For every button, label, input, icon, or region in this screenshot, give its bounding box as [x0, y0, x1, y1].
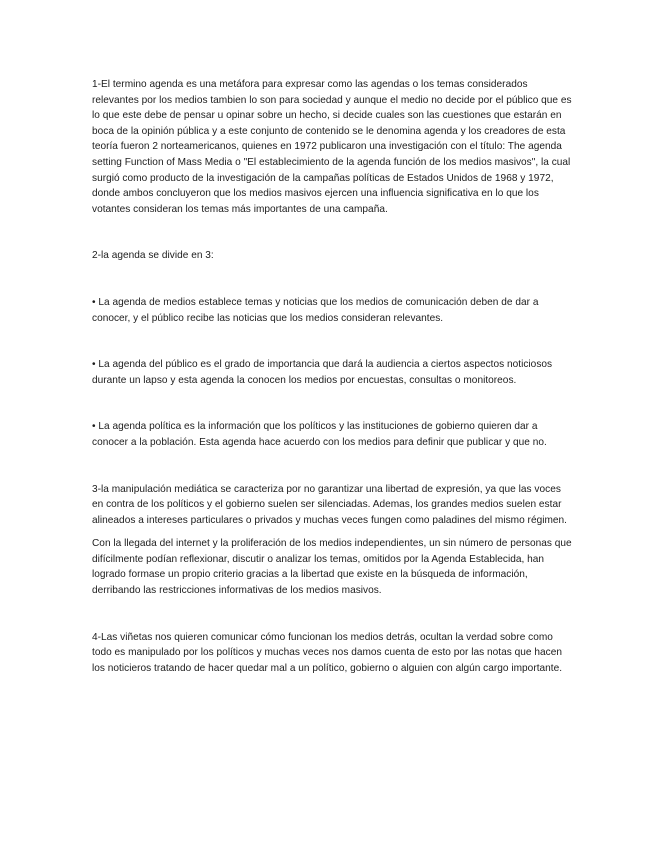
bullet-political-agenda: • La agenda política es la información que los políticos y las instituciones de gobierno quieren dar a conocer a la población. Esta agenda hace acuerdo con los medios para definir que publicar y que no. [92, 421, 547, 448]
bullet-public-agenda: • La agenda del público es el grado de importancia que dará la audiencia a ciertos aspectos noticiosos durante un lapso y esta agenda la conocen los medios por encuestas, consultas o monitoreos. [92, 359, 553, 386]
document-page [92, 77, 572, 676]
paragraph-agenda-division: 2-la agenda se divide en 3: [92, 250, 214, 262]
paragraph-vignettes: 4-Las viñetas nos quieren comunicar cómo funcionan los medios detrás, ocultan la verdad sobre como todo es manipulado por los políticos y muchas veces nos damos cuenta de esto por las notas que hacen los noticieros tratando de hacer quedar mal a un político, gobierno o alguien con algún cargo importante. [92, 631, 563, 674]
bullet-media-agenda: • La agenda de medios establece temas y noticias que los medios de comunicación deben de dar a conocer, y el público recibe las noticias que los medios consideran relevantes. [92, 296, 539, 324]
paragraph-internet-independent-media: Con la llegada del internet y la proliferación de los medios independientes, un sin número de personas que difícilmente podían reflexionar, discutir o analizar los temas, omitidos por la Agenda Establecida, han logrado formase un propio criterio gracias a la libertad que existe en la búsqueda de información, derribando las restricciones informativas de los medios masivos. [92, 538, 572, 597]
paragraph-media-manipulation: 3-la manipulación mediática se caracteriza por no garantizar una libertad de expresión, ya que las voces en contra de los políticos y el gobierno suelen ser silenciadas. Ademas, los grandes medios suelen estar alineados a intereses particulares o privados y muchas veces fungen como paladines del mismo régimen. [92, 483, 567, 526]
paragraph-agenda-definition: 1-El termino agenda es una metáfora para expresar como las agendas o los temas considerados relevantes por los medios tambien lo son para sociedad y aunque el medio no decide por el público que es lo que este debe de pensar u opinar sobre un hecho, si decide cuales son las cuestiones que estarán en boca de la opinión pública y a este conjunto de contenido se le denomina agenda y los creadores de esta teoría fueron 2 norteamericanos, quienes en 1972 publicaron una investigación con el título: The agenda setting Function of Mass Media o "El establecimiento de la agenda función de los medios masivos", la cual surgió como producto de la investigación de la campañas políticas de Estados Unidos de 1968 y 1972, donde ambos concluyeron que los medios masivos ejercen una influencia significativa en lo que los votantes consideran los temas más importantes de una campaña. [92, 79, 572, 215]
